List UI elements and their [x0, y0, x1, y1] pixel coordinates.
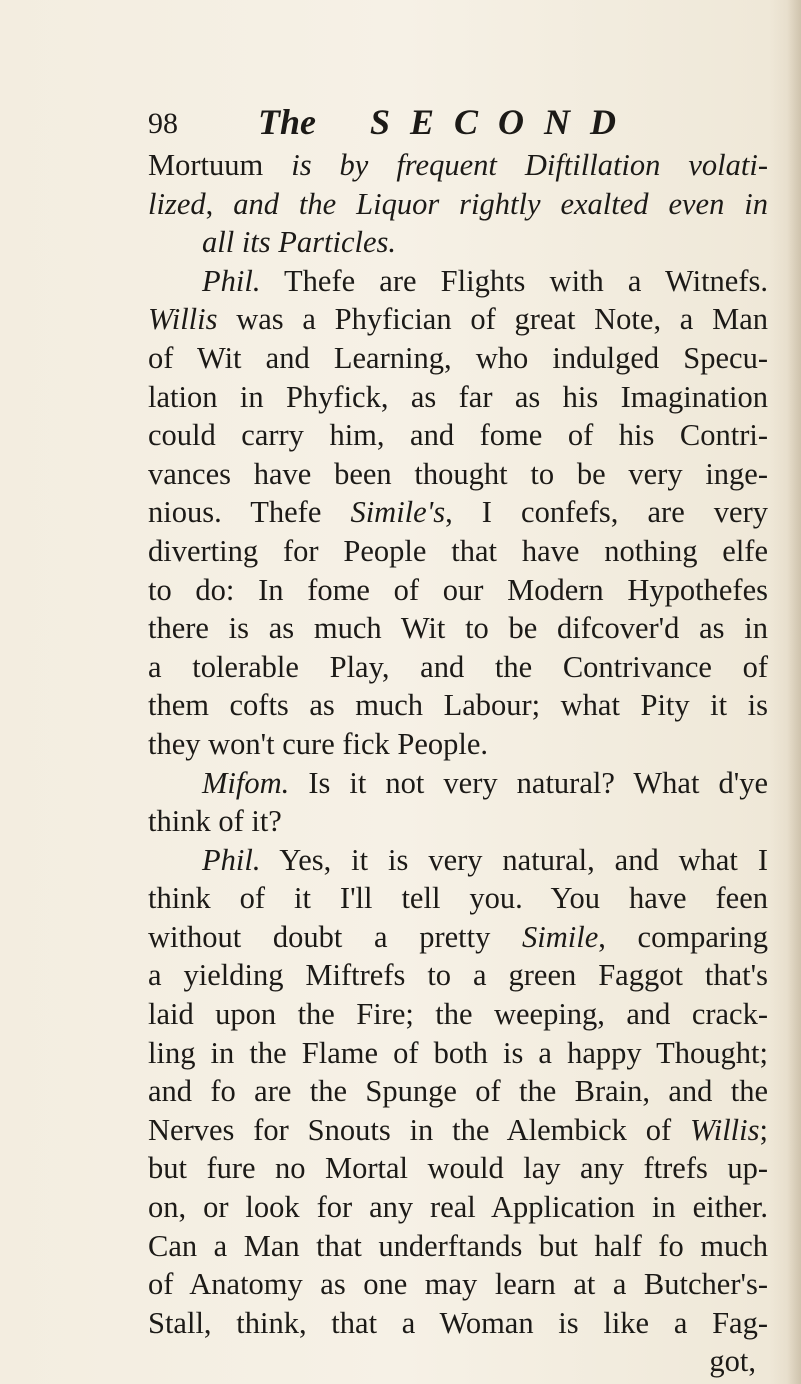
text-segment: think of it? [148, 804, 282, 839]
text-segment: , comparing [598, 919, 768, 954]
text-line [148, 416, 768, 455]
text-segment: Yes, it is very natural, and what I [260, 842, 768, 877]
text-line [148, 648, 768, 687]
text-segment: Mortuum [148, 148, 292, 182]
text-line [148, 339, 768, 378]
text-line [148, 1265, 768, 1304]
text-line [148, 1188, 768, 1227]
text-segment: , [205, 186, 234, 221]
header-article: The [258, 102, 316, 142]
text-segment: , I confefs, are very [445, 495, 769, 530]
text-segment: Thefe are Flights with a Witnefs. [260, 263, 768, 298]
text-segment: Phil. [202, 842, 261, 877]
text-segment: Phil. [202, 263, 261, 298]
text-line [148, 879, 768, 918]
text-line [148, 571, 768, 610]
text-line [148, 725, 768, 764]
text-segment: and the Liquor rightly exalted even in [233, 186, 769, 221]
page-edge-shadow [787, 0, 801, 1384]
text-line [148, 300, 768, 339]
text-segment: could carry him, and fome of his Contri- [148, 418, 768, 453]
text-segment: all its Particles. [202, 225, 397, 260]
text-line [148, 1149, 768, 1188]
text-segment: Willis [690, 1112, 760, 1147]
text-segment: them cofts as much Labour; what Pity it is [148, 688, 768, 723]
text-segment: laid upon the Fire; the weeping, and crack- [148, 997, 768, 1032]
text-segment: lized [148, 186, 206, 221]
text-segment: and fo are the Spunge of the Brain, and the [148, 1074, 768, 1109]
text-line [148, 493, 768, 532]
text-line [148, 185, 768, 224]
text-segment: think of it I'll tell you. You have feen [148, 881, 768, 916]
text-segment: is by frequent Diftillation volati- [291, 148, 768, 182]
text-segment: vances have been thought to be very inge- [148, 456, 768, 491]
text-segment: ; [759, 1112, 768, 1147]
text-line [148, 802, 768, 841]
text-segment: diverting for People that have nothing elfe [148, 533, 768, 568]
text-segment: Mifom. [202, 765, 290, 800]
text-line [148, 1304, 768, 1343]
text-line [148, 146, 768, 185]
text-segment: of Wit and Learning, who indulged Specu- [148, 340, 768, 375]
text-segment: Simile [522, 919, 599, 954]
text-segment: on, or look for any real Application in either. [148, 1190, 768, 1225]
text-line [148, 1034, 768, 1073]
header-title: SECOND [370, 102, 637, 142]
catchword: got, [709, 1344, 756, 1379]
text-segment: Can a Man that underftands but half fo much [148, 1228, 768, 1263]
text-segment: lation in Phyfick, as far as his Imagination [148, 379, 768, 414]
text-line [148, 532, 768, 571]
text-segment: a yielding Miftrefs to a green Faggot that's [148, 958, 768, 993]
text-segment: there is as much Wit to be difcover'd as in [148, 611, 768, 646]
text-line [148, 1111, 768, 1150]
text-segment: nious. Thefe [148, 495, 351, 530]
running-header [148, 98, 738, 146]
text-segment: Is it not very natural? What d'ye [289, 765, 768, 800]
text-line [148, 956, 768, 995]
text-segment: Nerves for Snouts in the Alembick of [148, 1112, 691, 1147]
text-line [148, 918, 768, 957]
text-line [148, 262, 768, 301]
text-line [148, 1072, 768, 1111]
text-segment: without doubt a pretty [148, 919, 523, 954]
text-segment: ling in the Flame of both is a happy Thought; [148, 1035, 768, 1070]
text-segment: a tolerable Play, and the Contrivance of [148, 649, 768, 684]
text-segment: Simile's [350, 495, 446, 530]
text-segment: Willis [148, 302, 218, 337]
body-text [148, 146, 768, 1381]
text-line [148, 841, 768, 880]
page-number: 98 [148, 107, 178, 140]
text-segment: of Anatomy as one may learn at a Butcher's- [148, 1267, 768, 1302]
text-line [148, 223, 768, 262]
text-segment: Stall, think, that a Woman is like a Fag- [148, 1305, 768, 1340]
text-segment: but fure no Mortal would lay any ftrefs up- [148, 1151, 768, 1186]
text-segment: they won't cure fick People. [148, 726, 489, 761]
text-line [148, 764, 768, 803]
text-line [148, 1227, 768, 1266]
text-line [148, 686, 768, 725]
text-segment: to do: In fome of our Modern Hypothefes [148, 572, 768, 607]
text-segment: was a Phyfician of great Note, a Man [217, 302, 768, 337]
text-line [148, 995, 768, 1034]
text-line [148, 378, 768, 417]
text-line [148, 455, 768, 494]
text-line [148, 609, 768, 648]
